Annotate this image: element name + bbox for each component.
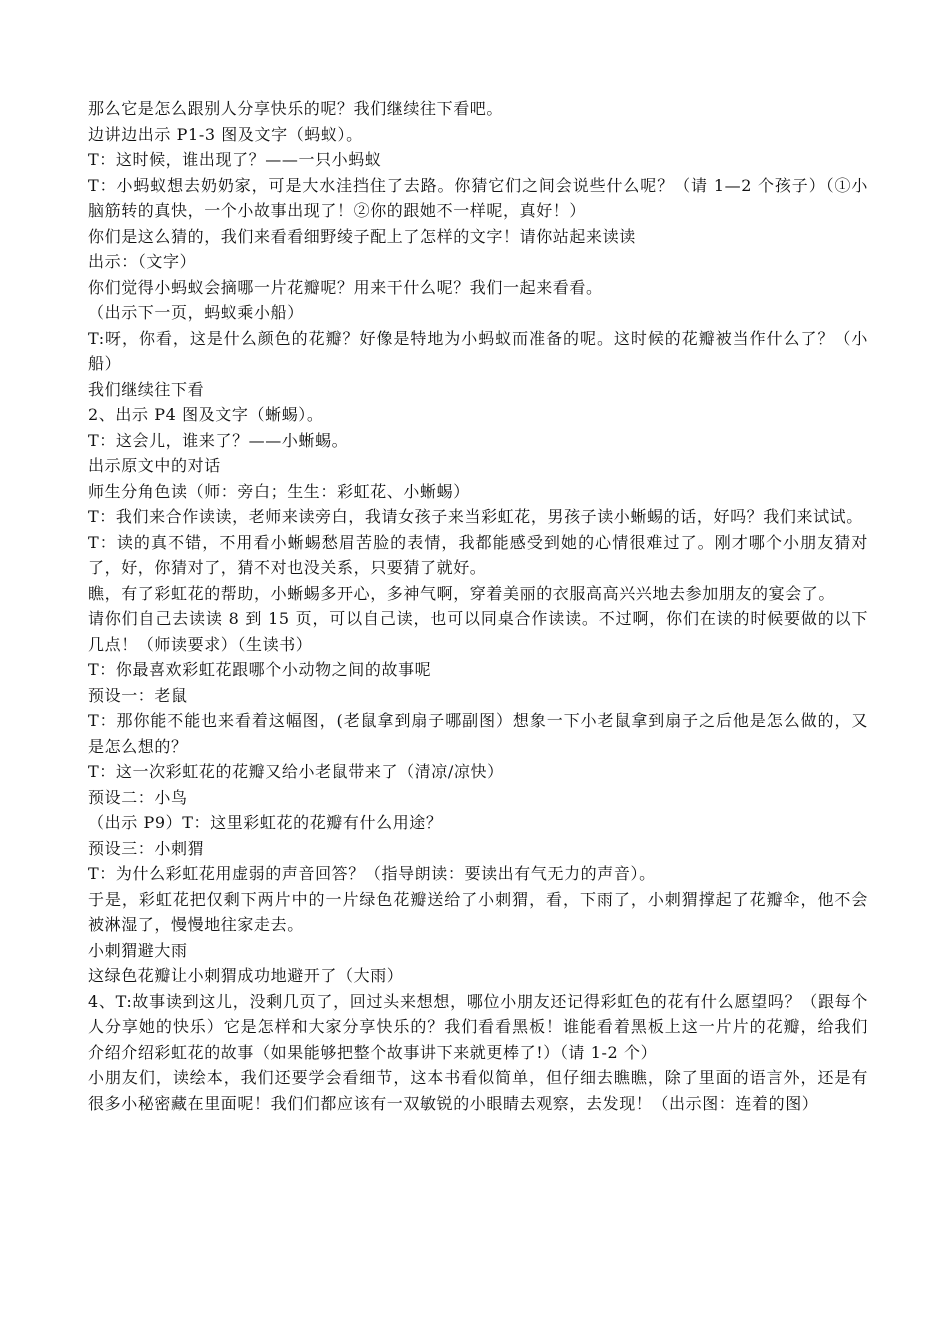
paragraph: 于是，彩虹花把仅剩下两片中的一片绿色花瓣送给了小刺猬，看，下雨了，小刺猬撑起了花瓣伞，他不会被淋湿了，慢慢地往家走去。 xyxy=(88,889,868,934)
paragraph: 你们觉得小蚂蚁会摘哪一片花瓣呢？用来干什么呢？我们一起来看看。 xyxy=(88,277,603,297)
paragraph: 2、出示 P4 图及文字（蜥蜴）。 xyxy=(88,405,324,424)
paragraph: （出示 P9）T：这里彩虹花的花瓣有什么用途？ xyxy=(88,813,443,832)
paragraph: 小刺猬避大雨 xyxy=(88,940,188,960)
paragraph: T:呀，你看，这是什么颜色的花瓣？好像是特地为小蚂蚁而准备的呢。这时候的花瓣被当作什么了？（小船） xyxy=(88,328,868,373)
paragraph: 预设二：小鸟 xyxy=(88,787,188,807)
paragraph: T：读的真不错，不用看小蜥蜴愁眉苦脸的表情，我都能感受到她的心情很难过了。刚才哪个小朋友猜对了，好，你猜对了，猜不对也没关系，只要猜了就好。 xyxy=(88,532,868,577)
paragraph: 出示原文中的对话 xyxy=(88,456,221,475)
paragraph: 出示：（文字） xyxy=(88,252,197,271)
paragraph: 小朋友们，读绘本，我们还要学会看细节，这本书看似简单，但仔细去瞧瞧，除了里面的语言外，还是有很多小秘密藏在里面呢！我们们都应该有一双敏锐的小眼睛去观察，去发现！（出示图：连着的图） xyxy=(88,1068,868,1113)
paragraph: T：那你能不能也来看着这幅图，(老鼠拿到扇子哪副图）想象一下小老鼠拿到扇子之后他是怎么做的，又是怎么想的？ xyxy=(88,711,868,756)
document-page xyxy=(88,96,868,1116)
paragraph: T：为什么彩虹花用虚弱的声音回答？（指导朗读：要读出有气无力的声音）。 xyxy=(88,864,656,883)
paragraph: 那么它是怎么跟别人分享快乐的呢？我们继续往下看吧。 xyxy=(88,99,504,118)
paragraph: 预设三：小刺猬 xyxy=(88,838,205,858)
paragraph: 请你们自己去读读 8 到 15 页，可以自己读，也可以同桌合作读读。不过啊，你们在读的时候要做的以下几点！（师读要求）（生读书） xyxy=(88,609,868,654)
paragraph: 你们是这么猜的，我们来看看细野绫子配上了怎样的文字！请你站起来读读 xyxy=(88,226,636,246)
paragraph: T：我们来合作读读，老师来读旁白，我请女孩子来当彩虹花，男孩子读小蜥蜴的话，好吗？我们来试试。 xyxy=(88,507,863,526)
paragraph: 师生分角色读（师：旁白；生生：彩虹花、小蜥蜴） xyxy=(88,481,470,501)
paragraph: T：你最喜欢彩虹花跟哪个小动物之间的故事呢 xyxy=(88,660,432,679)
paragraph: （出示下一页，蚂蚁乘小船） xyxy=(88,303,304,322)
paragraph: 我们继续往下看 xyxy=(88,379,205,399)
paragraph: T：这时候，谁出现了？——一只小蚂蚁 xyxy=(88,150,382,169)
paragraph: 瞧，有了彩虹花的帮助，小蜥蜴多开心，多神气啊，穿着美丽的衣服高高兴兴地去参加朋友的宴会了。 xyxy=(88,583,836,603)
paragraph: T：小蚂蚁想去奶奶家，可是大水洼挡住了去路。你猜它们之间会说些什么呢？（请 1—2 个孩子）（①小脑筋转的真快，一个小故事出现了！②你的跟她不一样呢，真好！） xyxy=(88,175,868,220)
paragraph: 预设一：老鼠 xyxy=(88,685,188,705)
paragraph: 这绿色花瓣让小刺猬成功地避开了（大雨） xyxy=(88,966,404,985)
paragraph: T：这会儿，谁来了？——小蜥蜴。 xyxy=(88,430,349,450)
paragraph: 边讲边出示 P1-3 图及文字（蚂蚁）。 xyxy=(88,124,363,144)
paragraph: 4、T:故事读到这儿，没剩几页了，回过头来想想，哪位小朋友还记得彩虹色的花有什么愿望吗？（跟每个人分享她的快乐）它是怎样和大家分享快乐的？我们看看黑板！谁能看着黑板上这一片片的花瓣，给我们介绍介绍彩虹花的故事（如果能够把整个故事讲下来就更棒了!）（请 1-2 个） xyxy=(88,991,868,1062)
paragraph: T：这一次彩虹花的花瓣又给小老鼠带来了（清凉/凉快） xyxy=(88,762,504,781)
